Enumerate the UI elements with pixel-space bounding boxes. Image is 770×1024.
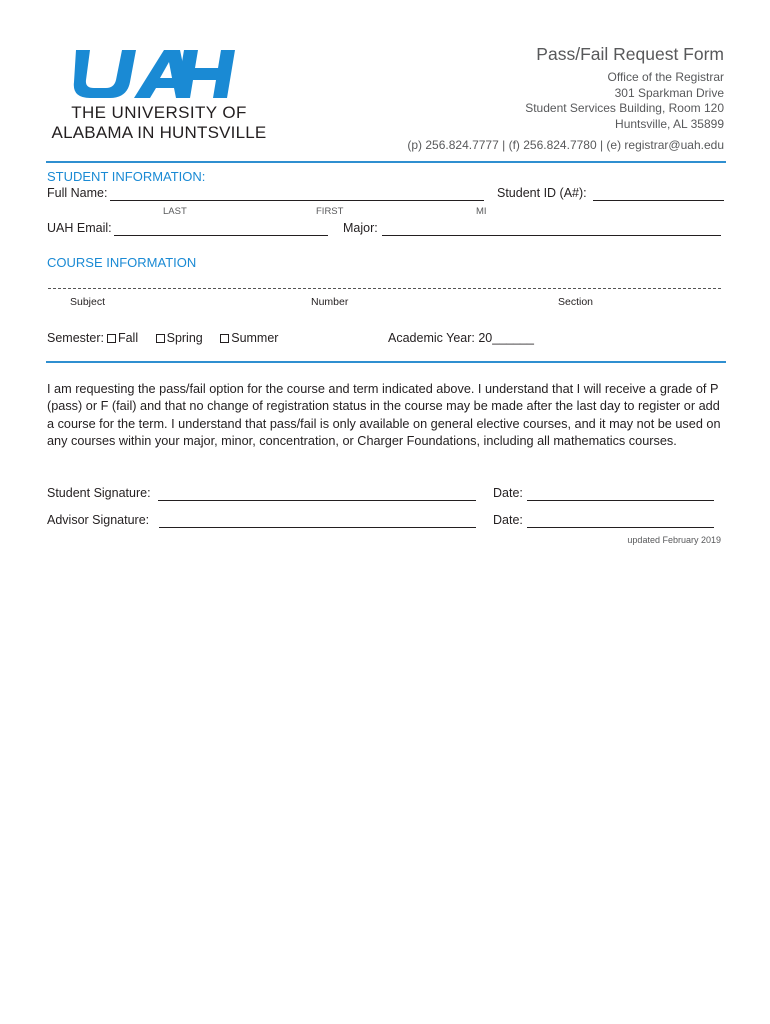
advisor-date-underline: [527, 527, 714, 528]
updated-date: updated February 2019: [627, 535, 721, 545]
address-line: Student Services Building, Room 120: [525, 101, 724, 115]
fall-checkbox[interactable]: [107, 334, 116, 343]
course-underline: [48, 288, 721, 289]
uah-email-label: UAH Email:: [47, 221, 112, 235]
registrar-address: [525, 70, 724, 132]
student-id-label: Student ID (A#):: [497, 186, 587, 200]
advisor-signature-label: Advisor Signature:: [47, 513, 150, 527]
student-id-underline: [593, 200, 724, 201]
middle-initial-caption: MI: [476, 206, 487, 217]
summer-option-label: Summer: [231, 331, 279, 345]
address-line: 301 Sparkman Drive: [614, 85, 724, 100]
semester-label: Semester:: [47, 331, 104, 345]
student-date-label: Date:: [493, 486, 523, 500]
header-divider: [46, 161, 726, 163]
address-line: Huntsville, AL 35899: [615, 116, 724, 131]
logo-line-2: ALABAMA IN HUNTSVILLE: [51, 123, 267, 142]
major-underline: [382, 235, 721, 236]
course-divider: [46, 361, 726, 363]
subject-column: Subject: [70, 296, 106, 308]
pass-fail-statement: I am requesting the pass/fail option for the course and term indicated above. I understand that I will receive a grade of P (pass) or F (fail) and that no change of registration status in the course may be made after the last day to register or add a course for the term. I understand that pass/fail is only available on general elective courses, and it may not be used on any courses within your major, minor, concentration, or Charger Foundations, including all mathematics courses.: [47, 382, 721, 448]
spring-option-label: Spring: [166, 331, 203, 345]
first-name-caption: FIRST: [316, 206, 344, 217]
academic-year-label: Academic Year: 20______: [388, 331, 534, 345]
fall-option-label: Fall: [117, 331, 139, 345]
course-info-heading: COURSE INFORMATION: [47, 255, 197, 270]
section-column: Section: [558, 296, 594, 308]
uah-logo-mark: [72, 46, 244, 102]
student-info-heading: STUDENT INFORMATION:: [47, 169, 206, 184]
summer-checkbox[interactable]: [220, 334, 229, 343]
advisor-date-label: Date:: [493, 513, 523, 527]
number-column: Number: [311, 296, 349, 308]
course-field[interactable]: [48, 271, 725, 289]
student-signature-label: Student Signature:: [47, 486, 151, 500]
semester-row: [47, 331, 278, 345]
form-title: Pass/Fail Request Form: [536, 44, 724, 64]
logo-line-1: THE UNIVERSITY OF: [71, 103, 247, 122]
spring-checkbox[interactable]: [156, 334, 165, 343]
full-name-underline: [110, 200, 484, 201]
advisor-signature-underline: [159, 527, 476, 528]
major-label: Major:: [343, 221, 378, 235]
full-name-label: Full Name:: [47, 186, 108, 200]
student-signature-underline: [158, 500, 476, 501]
address-line: Office of the Registrar: [607, 70, 724, 84]
student-date-underline: [527, 500, 714, 501]
uah-email-underline: [114, 235, 328, 236]
contact-line: (p) 256.824.7777 | (f) 256.824.7780 | (e) registrar@uah.edu: [407, 138, 724, 152]
last-name-caption: LAST: [163, 206, 187, 217]
